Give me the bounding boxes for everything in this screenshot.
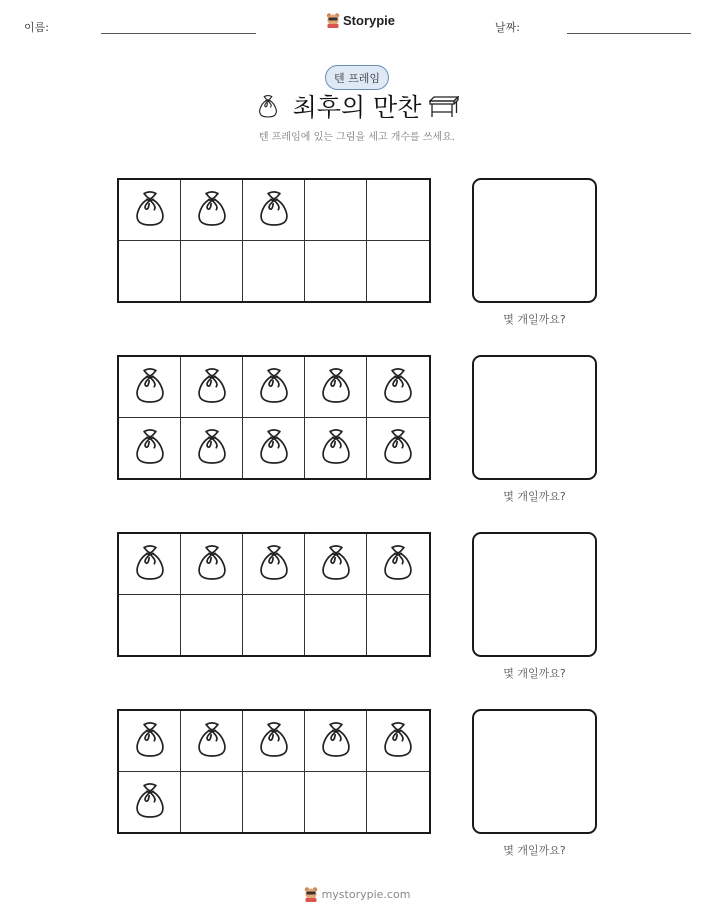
frame-cell <box>367 534 429 595</box>
question-3: 몇 개일까요? <box>503 667 566 680</box>
bear-logo-icon <box>304 886 318 902</box>
frame-cell <box>243 241 305 302</box>
money-bag-icon <box>257 426 291 470</box>
frame-cell <box>181 711 243 772</box>
answer-box-4[interactable] <box>472 709 597 834</box>
money-bag-icon <box>319 365 353 409</box>
money-bag-icon <box>133 780 167 824</box>
bear-logo-icon <box>326 12 340 28</box>
frame-cell <box>367 595 429 656</box>
ten-frame-1 <box>117 178 431 303</box>
question-4: 몇 개일까요? <box>503 844 566 857</box>
money-bag-icon <box>319 719 353 763</box>
frame-cell <box>243 772 305 833</box>
frame-cell <box>181 534 243 595</box>
question-1: 몇 개일까요? <box>503 313 566 326</box>
frame-cell <box>367 241 429 302</box>
name-label: 이름: <box>24 21 49 34</box>
date-label: 날짜: <box>495 21 520 34</box>
money-bag-icon <box>257 719 291 763</box>
frame-cell <box>119 772 181 833</box>
frame-cell <box>181 772 243 833</box>
answer-box-2[interactable] <box>472 355 597 480</box>
money-bag-icon <box>381 719 415 763</box>
money-bag-icon <box>133 188 167 232</box>
frame-cell <box>305 711 367 772</box>
frame-cell <box>119 241 181 302</box>
money-bag-icon <box>257 365 291 409</box>
frame-cell <box>181 357 243 418</box>
money-bag-icon <box>195 719 229 763</box>
frame-cell <box>367 418 429 479</box>
money-bag-icon <box>381 542 415 586</box>
frame-cell <box>119 534 181 595</box>
ten-frame-2 <box>117 355 431 480</box>
money-bag-icon <box>195 542 229 586</box>
frame-cell <box>305 418 367 479</box>
money-bag-icon <box>133 542 167 586</box>
brand-logo <box>326 12 395 28</box>
date-line[interactable] <box>567 33 691 34</box>
answer-box-3[interactable] <box>472 532 597 657</box>
frame-cell <box>367 357 429 418</box>
frame-cell <box>305 241 367 302</box>
frame-cell <box>367 711 429 772</box>
money-bag-icon <box>257 542 291 586</box>
frame-cell <box>305 180 367 241</box>
bench-icon <box>429 96 459 122</box>
frame-cell <box>305 772 367 833</box>
frame-cell <box>181 595 243 656</box>
frame-cell <box>243 180 305 241</box>
frame-cell <box>181 180 243 241</box>
footer-url[interactable]: mystorypie.com <box>321 887 411 901</box>
ten-frame-4 <box>117 709 431 834</box>
category-badge: 텐 프레임 <box>325 65 389 90</box>
money-bag-icon <box>319 542 353 586</box>
money-bag-icon <box>195 188 229 232</box>
frame-cell <box>305 357 367 418</box>
frame-cell <box>181 241 243 302</box>
frame-cell <box>367 772 429 833</box>
money-bag-icon <box>381 365 415 409</box>
name-line[interactable] <box>101 33 256 34</box>
frame-cell <box>305 595 367 656</box>
frame-cell <box>243 418 305 479</box>
frame-cell <box>119 357 181 418</box>
ten-frame-3 <box>117 532 431 657</box>
frame-cell <box>305 534 367 595</box>
money-bag-icon <box>133 426 167 470</box>
frame-cell <box>119 595 181 656</box>
page-title: 최후의 만찬 <box>292 93 422 122</box>
frame-cell <box>243 595 305 656</box>
frame-cell <box>243 711 305 772</box>
money-bag-icon <box>195 365 229 409</box>
frame-cell <box>367 180 429 241</box>
money-bag-icon <box>257 188 291 232</box>
frame-cell <box>243 357 305 418</box>
frame-cell <box>119 180 181 241</box>
question-2: 몇 개일까요? <box>503 490 566 503</box>
money-bag-icon <box>195 426 229 470</box>
frame-cell <box>181 418 243 479</box>
frame-cell <box>119 711 181 772</box>
frame-cell <box>119 418 181 479</box>
money-bag-icon <box>133 719 167 763</box>
frame-cell <box>243 534 305 595</box>
money-bag-icon <box>381 426 415 470</box>
instructions: 텐 프레임에 있는 그림을 세고 개수를 쓰세요. <box>258 132 456 143</box>
footer <box>0 886 714 902</box>
money-bag-icon <box>319 426 353 470</box>
answer-box-1[interactable] <box>472 178 597 303</box>
brand-name: Storypie <box>343 12 396 28</box>
money-bag-icon <box>133 365 167 409</box>
